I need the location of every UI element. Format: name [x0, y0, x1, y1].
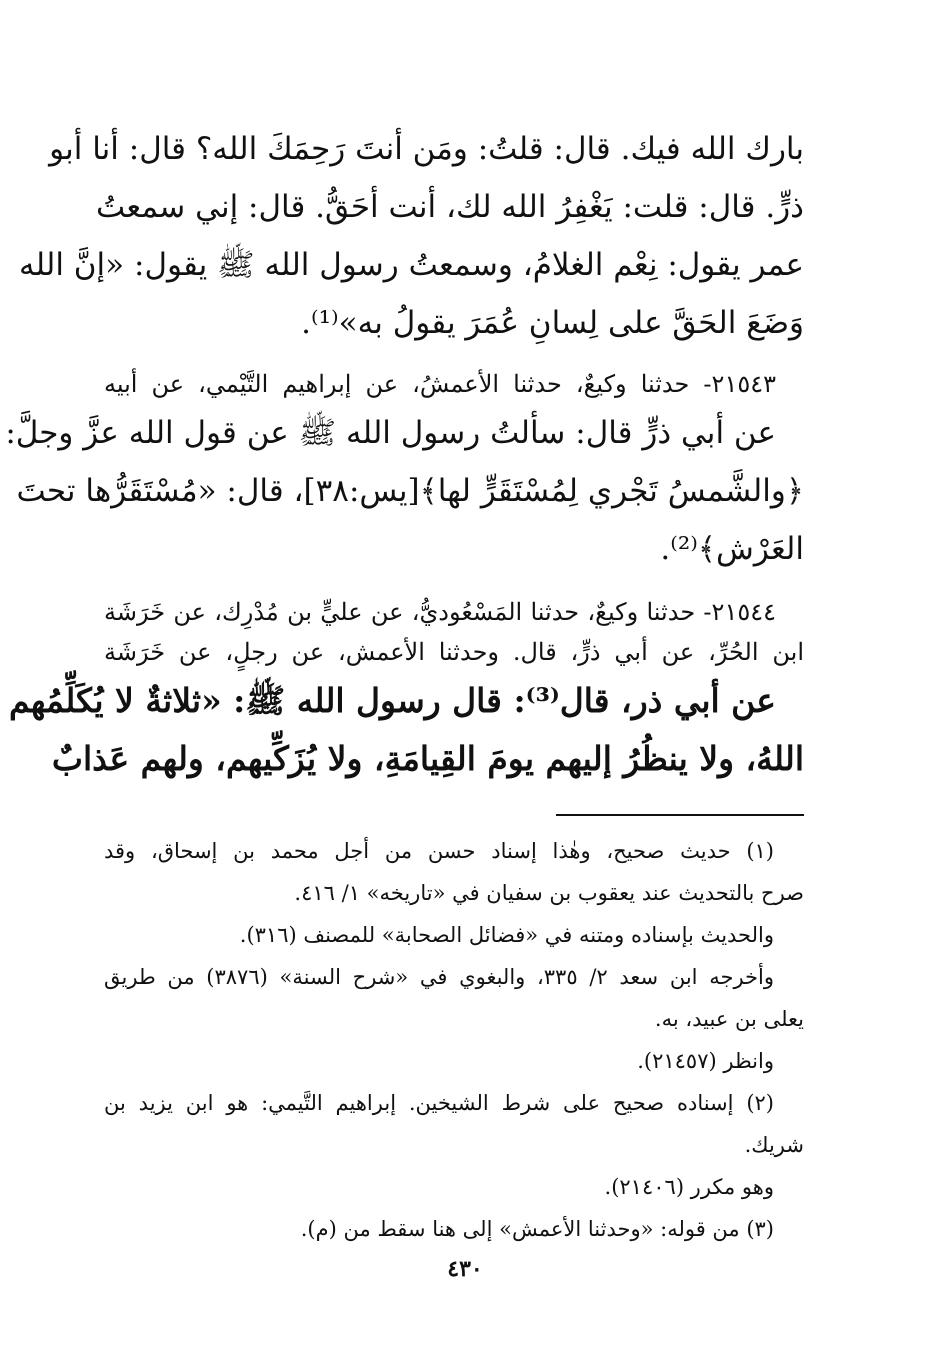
text-line: ذرٍّ. قال: قلت: يَغْفِرُ الله لك، أنت أحَقُّ. قال: إني سمعتُ: [95, 189, 804, 225]
text-line: عمر يقول: نِعْم الغلامُ، وسمعتُ رسول الله ﷺ يقول: «إنَّ الله: [19, 247, 804, 283]
text-line: بارك الله فيك. قال: قلتُ: ومَن أنتَ رَحِمَكَ الله؟ قال: أنا أبو: [49, 131, 804, 167]
footnote-1-line: صرح بالتحديث عند يعقوب بن سفيان في «تاريخه» ١/ ٤١٦.: [294, 881, 804, 905]
page-body: [5, 120, 805, 1250]
page-number: ٤٣٠: [447, 1256, 483, 1282]
isnad-line: ٢١٥٤٤- حدثنا وكيعٌ، حدثنا المَسْعُوديُّ، عن عليٍّ بن مُدْرِك، عن خَرَشَة: [104, 598, 776, 626]
footnote-1-line: (١) حديث صحيح، وهٰذا إسناد حسن من أجل محمد بن إسحاق، وقد: [104, 839, 774, 863]
matn-line: اللهُ، ولا ينظُرُ إليهم يومَ القِيامَةِ، ولا يُزَكِّيهم، ولهم عَذابٌ: [51, 739, 804, 778]
footnote-1-line: وانظر (٢١٤٥٧).: [637, 1049, 774, 1073]
matn-line: عن أبي ذرٍّ قال: سألتُ رسول الله ﷺ عن قول الله عزَّ وجلَّ:: [5, 415, 776, 451]
matn-line: العَرْش﴾⁽²⁾.: [660, 531, 804, 567]
footnotes: [104, 830, 804, 1250]
text-line: وَضَعَ الحَقَّ على لِسانِ عُمَرَ يقولُ به»⁽¹⁾.: [301, 305, 804, 341]
hadith-21544: [8, 592, 805, 788]
footnote-2-line: (٢) إسناده صحيح على شرط الشيخين. إبراهيم التَّيمي: هو ابن يزيد بن: [104, 1091, 774, 1115]
matn-line: عن أبي ذر، قال⁽³⁾: قال رسول الله ﷺ: «ثلاثةٌ لا يُكَلِّمُهم: [8, 681, 776, 720]
footnote-2-line: وهو مكرر (٢١٤٠٦).: [604, 1175, 774, 1199]
footnote-1-line: وأخرجه ابن سعد ٢/ ٣٣٥، والبغوي في «شرح السنة» (٣٨٧٦) من طريق: [104, 965, 774, 989]
isnad-line: ٢١٥٤٣- حدثنا وكيعٌ، حدثنا الأعمشُ، عن إبراهيم التَّيْمي، عن أبيه: [104, 370, 776, 398]
footnote-1-line: يعلى بن عبيد، به.: [654, 1007, 804, 1031]
hadith-21543: [5, 364, 804, 578]
matn-line: ﴿والشَّمسُ تَجْري لِمُسْتَقَرٍّ لها﴾[يس:٣٨]، قال: «مُسْتَقَرُّها تحتَ: [16, 473, 804, 509]
footnote-separator: [556, 814, 804, 816]
footnote-1-line: والحديث بإسناده ومتنه في «فضائل الصحابة» للمصنف (٣١٦).: [239, 923, 774, 947]
paragraph-continuation: [19, 120, 804, 352]
isnad-line: ابن الحُرِّ، عن أبي ذرٍّ، قال. وحدثنا الأعمش، عن رجلٍ، عن خَرَشَة: [104, 638, 805, 666]
footnote-2-line: شريك.: [744, 1133, 804, 1157]
footnote-3-line: (٣) من قوله: «وحدثنا الأعمش» إلى هنا سقط من (م).: [300, 1217, 774, 1241]
